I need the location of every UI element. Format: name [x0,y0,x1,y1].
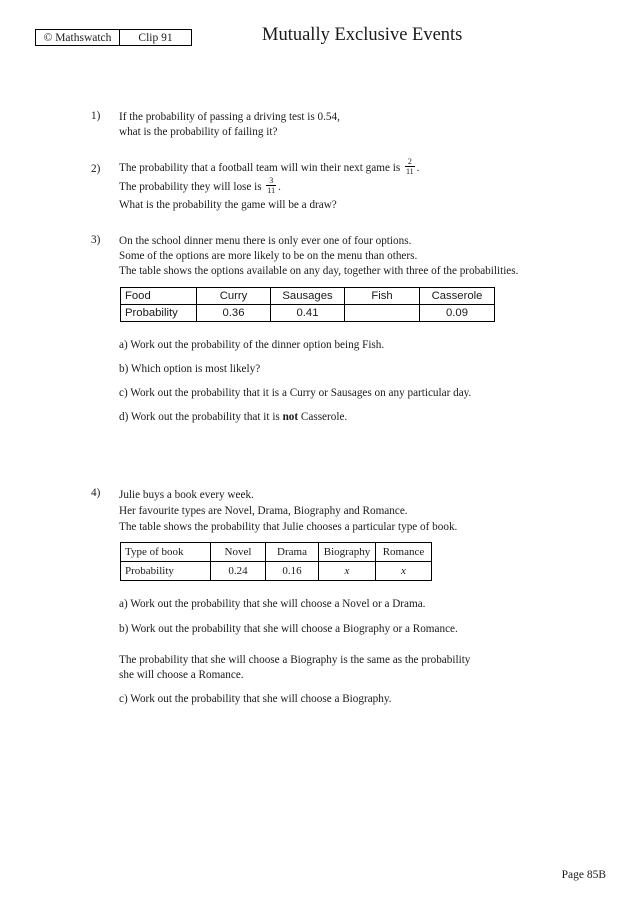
table-cell: Sausages [271,288,345,305]
book-table [120,542,432,581]
table-cell: Romance [376,543,432,562]
book-table-probability-row [121,562,432,581]
table-cell: Probability [121,305,197,322]
question-4a: a) Work out the probability that she will choose a Novel or a Drama. [119,598,426,610]
table-cell: x [376,562,432,581]
question-4-paragraph-line2: she will choose a Romance. [119,669,244,681]
table-cell: 0.36 [197,305,271,322]
dinner-table-probability-row [121,305,495,322]
question-2-number: 2) [91,163,101,175]
question-3-line3: The table shows the options available on any day, together with three of the probabilities. [119,265,519,277]
question-3b: b) Which option is most likely? [119,363,261,375]
lose-fraction [266,176,276,195]
page-title: Mutually Exclusive Events [262,25,463,45]
question-3-number: 3) [91,234,101,246]
copyright-label: © Mathswatch [35,29,120,46]
win-fraction [405,157,415,176]
table-cell: Curry [197,288,271,305]
question-2-line2-text: The probability they will lose is [119,181,262,194]
question-2-line2 [119,178,419,197]
question-3-text [119,234,518,279]
question-4-line3: The table shows the probability that Julie chooses a particular type of book. [119,521,458,533]
question-4-line2: Her favourite types are Novel, Drama, Biography and Romance. [119,505,408,517]
table-cell: Fish [345,288,420,305]
table-cell: 0.09 [420,305,495,322]
question-2-text [119,159,419,213]
table-cell: Drama [266,543,319,562]
table-cell: 0.41 [271,305,345,322]
lose-denominator: 11 [267,186,276,195]
table-cell: Casserole [420,288,495,305]
question-3-line2: Some of the options are more likely to be on the menu than others. [119,250,418,262]
table-cell: Novel [211,543,266,562]
win-numerator: 2 [405,157,415,167]
dinner-table-header-row [121,288,495,305]
question-4-number: 4) [91,487,101,499]
win-denominator: 11 [405,167,414,176]
question-3d-emphasis: not [282,411,299,423]
dinner-table [120,287,495,322]
table-cell: x [319,562,376,581]
question-3c: c) Work out the probability that it is a Curry or Sausages on any particular day. [119,387,472,399]
question-4-paragraph-line1: The probability that she will choose a Biography is the same as the probability [119,654,471,666]
clip-label: Clip 91 [119,29,192,46]
table-cell: Food [121,288,197,305]
question-3d-text: d) Work out the probability that it is [119,411,280,423]
book-table-header-row [121,543,432,562]
question-2-line3: What is the probability the game will be a draw? [119,199,337,211]
table-cell: Type of book [121,543,211,562]
question-4-paragraph [119,653,470,683]
question-4b: b) Work out the probability that she will choose a Biography or a Romance. [119,623,458,635]
question-4c: c) Work out the probability that she will choose a Biography. [119,693,392,705]
question-1-text [119,110,340,140]
question-4-line1: Julie buys a book every week. [119,489,254,501]
question-1-number: 1) [91,110,101,122]
table-cell: 0.16 [266,562,319,581]
question-3d [119,410,347,425]
question-2-line2-end: . [278,181,281,194]
question-1-line2: what is the probability of failing it? [119,126,278,138]
lose-numerator: 3 [266,176,276,186]
question-1-line1: If the probability of passing a driving test is 0.54, [119,111,340,123]
page-number: Page 85B [561,869,606,881]
question-3a: a) Work out the probability of the dinner option being Fish. [119,339,385,351]
question-4-text [119,487,457,535]
table-cell: Probability [121,562,211,581]
table-cell: 0.24 [211,562,266,581]
question-2-line1-end: . [416,162,420,175]
question-3d-end: Casserole. [300,411,348,423]
question-2-line1-text: The probability that a football team will win their next game is [119,162,401,175]
question-3-line1: On the school dinner menu there is only ever one of four options. [119,235,412,247]
table-cell [345,305,420,322]
table-cell: Biography [319,543,376,562]
